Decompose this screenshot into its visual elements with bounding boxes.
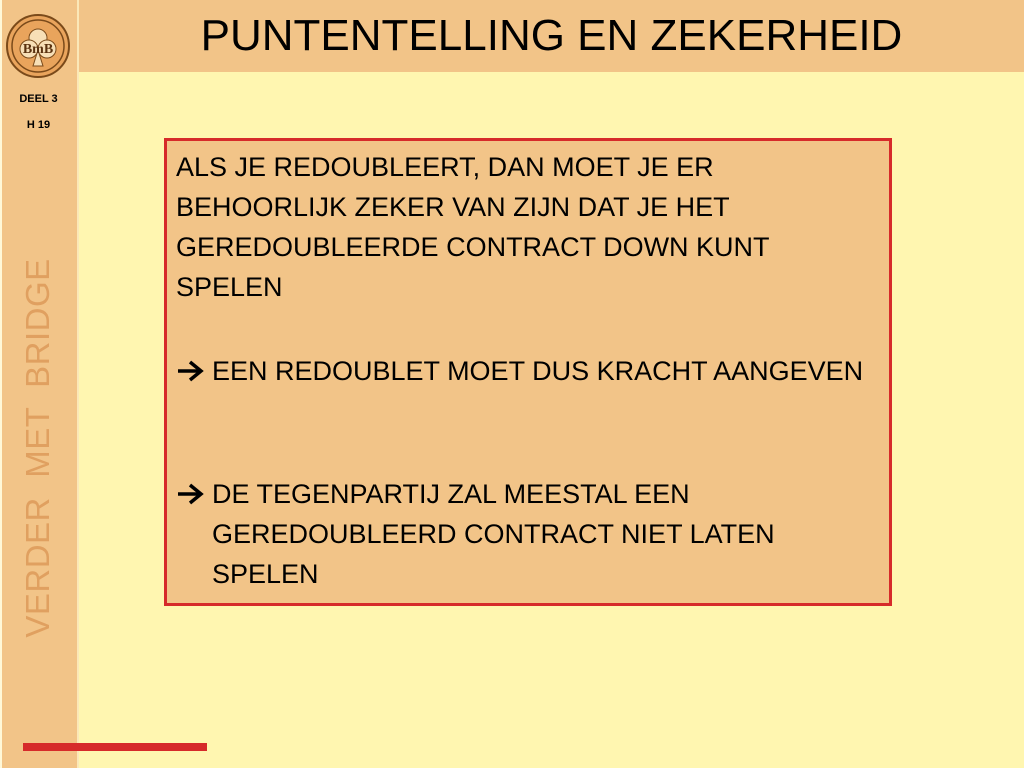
intro-paragraph: ALS JE REDOUBLEERT, DAN MOET JE ER BEHOORLIJK ZEKER VAN ZIJN DAT JE HET GEREDOUBLEERDE CONTRACT DOWN KUNT SPELEN <box>176 152 770 302</box>
bullet-text: EEN REDOUBLET MOET DUS KRACHT AANGEVEN <box>212 356 864 386</box>
sidebar-divider <box>77 0 79 768</box>
logo-text: BmB <box>22 42 54 57</box>
sidebar-vertical-title: VERDER MET BRIDGE <box>19 258 56 638</box>
bullet-item <box>176 351 881 391</box>
bullet-text: DE TEGENPARTIJ ZAL MEESTAL EEN GEREDOUBLEERD CONTRACT NIET LATEN SPELEN <box>212 479 775 589</box>
footer-accent-line <box>23 743 207 751</box>
bullet-item <box>176 474 881 594</box>
arrow-right-icon <box>176 351 212 391</box>
arrow-right-icon <box>176 474 212 594</box>
club-logo-icon <box>4 12 72 80</box>
page-title: PUNTENTELLING EN ZEKERHEID <box>200 11 903 60</box>
chapter-label: H 19 <box>26 119 51 131</box>
part-label: DEEL 3 <box>19 93 58 105</box>
